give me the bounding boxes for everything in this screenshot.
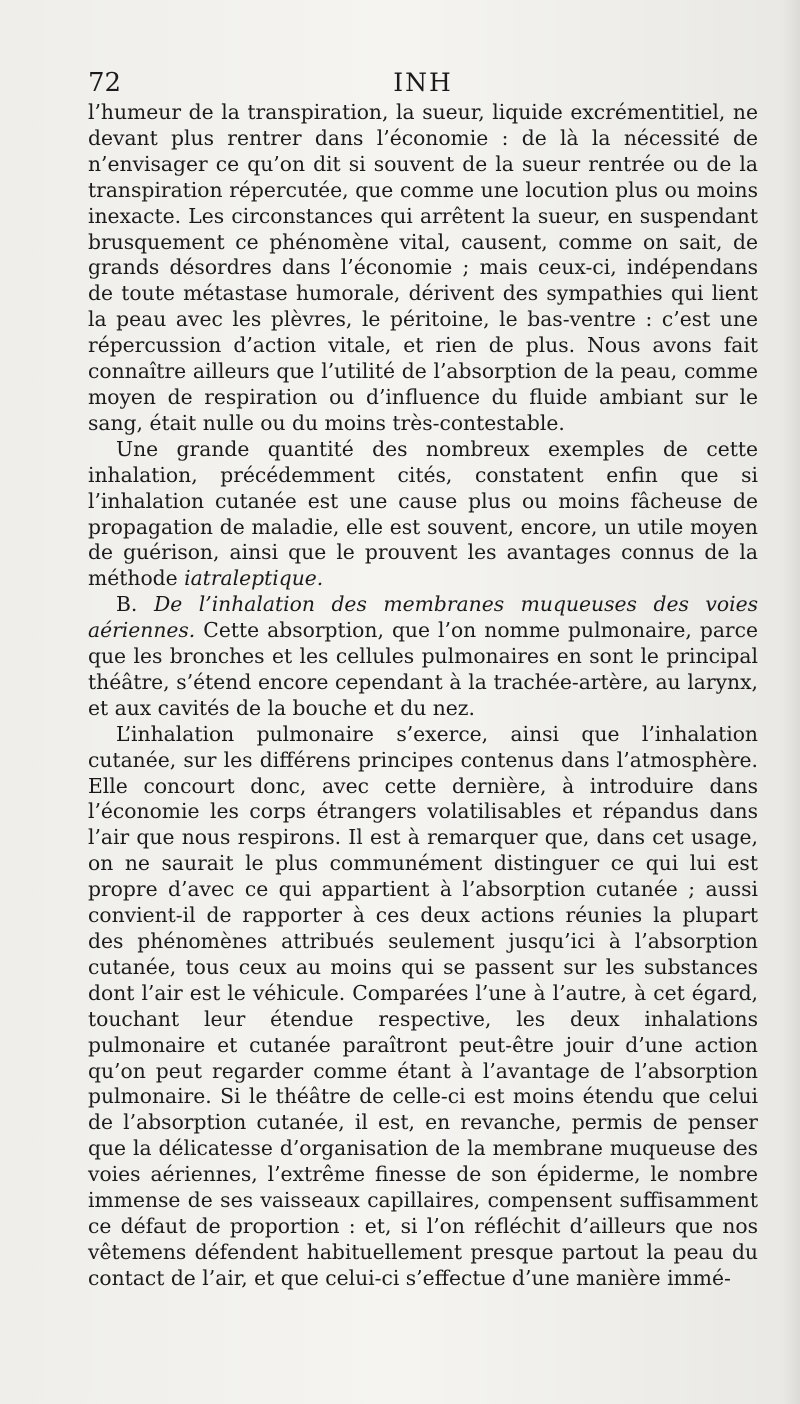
- page-edge-shadow: [782, 0, 800, 1404]
- paragraph-text: l’humeur de la transpiration, la sueur, liquide excrémentitiel, ne devant plus rentrer dans l’économie : de là la nécessité de n’envisager ce qu’on dit si souvent de la sueur rentrée ou de la transpiration répercutée, que comme une locution plus ou moins inexacte. Les circonstances qui arrêtent la sueur, en suspendant brusquement ce phénomène vital, causent, comme on sait, de grands désordres dans l’économie ; mais ceux-ci, indépendans de toute métastase humorale, dérivent des sympathies qui lient la peau avec les plèvres, le péritoine, le bas-ventre : c’est une répercussion d’action vitale, et rien de plus. Nous avons fait connaître ailleurs que l’utilité de l’absorption de la peau, comme moyen de respiration ou d’influence du fluide ambiant sur le sang, était nulle ou du moins très-contestable.: [88, 100, 758, 435]
- paragraph-text: Une grande quantité des nombreux exemples de cette inhalation, précédemment cités, constatent enfin que si l’inhalation cutanée est une cause plus ou moins fâcheuse de propagation de maladie, elle est souvent, encore, un utile moyen de guérison, ainsi que le prouvent les avantages connus de la méthode: [88, 436, 758, 591]
- running-head: INH: [393, 68, 453, 97]
- paragraph-pulmonary-inhalation: [88, 722, 758, 1292]
- section-label: B.: [116, 592, 138, 617]
- italic-term: iatraleptique.: [184, 566, 324, 591]
- paragraph-continuation: [88, 100, 758, 437]
- paragraph-text: L’inhalation pulmonaire s’exerce, ainsi que l’inhalation cutanée, sur les différens principes contenus dans l’atmosphère. Elle concourt donc, avec cette dernière, à introduire dans l’économie les corps étrangers volatilisables et répandus dans l’air que nous respirons. Il est à remarquer que, dans cet usage, on ne saurait le plus communément distinguer ce qui lui est propre d’avec ce qui appartient à l’absorption cutanée ; aussi convient-il de rapporter à ces deux actions réunies la plupart des phénomènes attribués seulement jusqu’ici à l’absorption cutanée, tous ceux au moins qui se passent sur les substances dont l’air est le véhicule. Comparées l’une à l’autre, à cet égard, touchant leur étendue respective, les deux inhalations pulmonaire et cutanée paraîtront peut-être jouir d’une action qu’on peut regarder comme étant à l’avantage de l’absorption pulmonaire. Si le théâtre de celle-ci est moins étendu que celui de l’absorption cutanée, il est, en revanche, permis de penser que la délicatesse d’organisation de la membrane muqueuse des voies aériennes, l’extrême finesse de son épiderme, le nombre immense de ses vaisseaux capillaires, compensent suffisamment ce défaut de proportion : et, si l’on réfléchit d’ailleurs que nos vêtemens défendent habituellement presque partout la peau du contact de l’air, et que celui-ci s’effectue d’une manière immé-: [88, 721, 758, 1290]
- section-heading: De l’inhalation des membranes muqueuses des voies aériennes.: [88, 592, 758, 643]
- section-b-paragraph: [88, 592, 758, 722]
- page-number: 72: [88, 68, 122, 98]
- paragraph-text: Cette absorption, que l’on nomme pulmonaire, parce que les bronches et les cellules pulmonaires en sont le principal théâtre, s’étend encore cependant à la trachée-artère, au larynx, et aux cavités de la bouche et du nez.: [88, 618, 758, 720]
- body-text: [88, 100, 758, 1292]
- page-header: [88, 66, 758, 100]
- paragraph-inhalation-examples: [88, 437, 758, 592]
